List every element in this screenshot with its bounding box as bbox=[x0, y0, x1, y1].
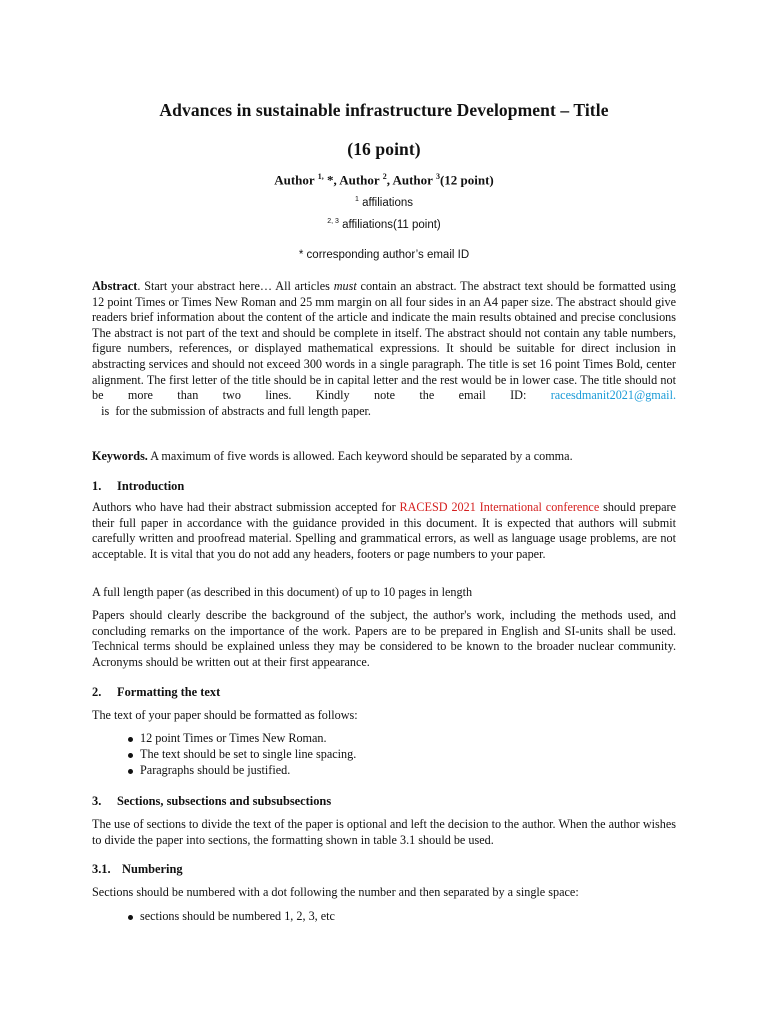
numbering-list bbox=[92, 909, 676, 925]
paper-title: Advances in sustainable infrastructure Development – Title bbox=[159, 100, 609, 120]
section-heading-sections: 3. Sections, subsections and subsubsections bbox=[92, 794, 332, 808]
list-item: Paragraphs should be justified. bbox=[92, 763, 676, 779]
abstract-label: Abstract bbox=[92, 279, 138, 293]
abstract-paragraph: Abstract. Start your abstract here… All articles must contain an abstract. The abstract text should be formatted using 12 point Times or Times New Roman and 25 mm margin on all four sides in an A4 paper size. The abstract should give readers brief information about the content of the article and indicate the main results obtained and precise conclusions The abstract is not part of the text and should be complete in itself. The abstract should not contain any table numbers, figure numbers, references, or displayed mathematical expressions. It should be suitable for direct inclusion in abstracting services and should not exceed 300 words in a single paragraph. The title is set 16 point Times Bold, center alignment. The first letter of the title should be in capital letter and the rest would be in lower case. The title should not be more than two lines. Kindly note the email ID: racesdmanit2021@gmail. is for the submission of abstracts and full length paper. bbox=[92, 279, 676, 418]
conference-name: RACESD 2021 International conference bbox=[399, 500, 600, 514]
keywords-label: Keywords. bbox=[92, 449, 148, 463]
intro-paragraph-1: Authors who have had their abstract submission accepted for RACESD 2021 International conference should prepare their full paper in accordance with the guidance provided in this document. It is expected that authors will submit carefully written and proofread material. Spelling and grammatical errors, as well as language usage problems, are not acceptable. It is vital that you do not add any headers, footers or page numbers to your paper. bbox=[92, 500, 677, 561]
intro-paragraph-3: Papers should clearly describe the background of the subject, the author's work, including the methods used, and concluding remarks on the importance of the work. Papers are to be prepared in English and SI-units shall be used. Technical terms should be explained unless they may be considered to be known to the broader nuclear community. Acronyms should be written out at their first appearance. bbox=[92, 608, 676, 669]
list-item: sections should be numbered 1, 2, 3, etc bbox=[92, 909, 676, 925]
intro-paragraph-2: A full length paper (as described in this document) of up to 10 pages in length bbox=[92, 585, 473, 599]
corresponding-email-note: * corresponding author’s email ID bbox=[298, 249, 470, 261]
section-heading-formatting: 2. Formatting the text bbox=[92, 685, 221, 699]
affiliation-1: $^1$ affiliations bbox=[354, 196, 414, 209]
list-item: 12 point Times or Times New Roman. bbox=[92, 731, 676, 747]
affiliation-2: $^{2, 3}$ affiliations(11 point) bbox=[327, 218, 441, 231]
numbering-intro: Sections should be numbered with a dot following the number and then separated by a single space: bbox=[92, 885, 579, 899]
author-line: Author $^{1,}$ *, Author $^2$, Author $^3$(12 point) bbox=[274, 172, 494, 188]
email-link[interactable]: racesdmanit2021@gmail. bbox=[550, 388, 676, 403]
sections-paragraph: The use of sections to divide the text of the paper is optional and left the decision to the author. When the author wishes to divide the paper into sections, the formatting shown in table 3.1 should be used. bbox=[92, 817, 676, 847]
section-heading-introduction: 1. Introduction bbox=[92, 479, 185, 493]
list-item: The text should be set to single line spacing. bbox=[92, 747, 676, 763]
subsection-heading-numbering: 3.1. Numbering bbox=[92, 862, 183, 876]
formatting-list bbox=[92, 731, 676, 778]
keywords-paragraph: Keywords. A maximum of five words is allowed. Each keyword should be separated by a comma. bbox=[92, 449, 573, 463]
formatting-intro: The text of your paper should be formatted as follows: bbox=[92, 708, 358, 722]
paper-title-note: (16 point) bbox=[347, 139, 421, 159]
